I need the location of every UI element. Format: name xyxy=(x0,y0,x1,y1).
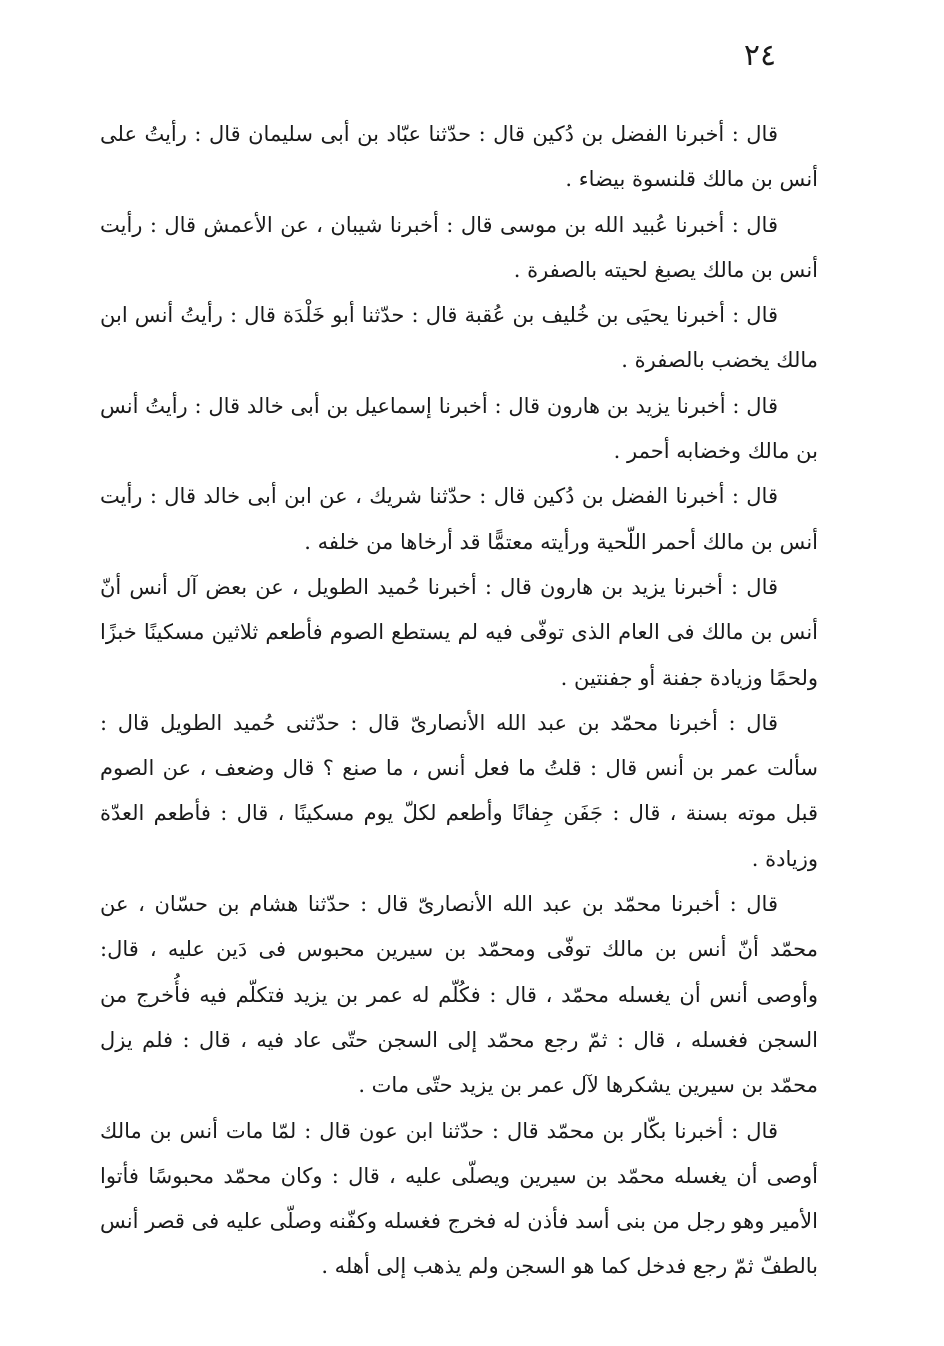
paragraph: قال : أخبرنا محمّد بن عبد الله الأنصارىّ قال : حدّثنا هشام بن حسّان ، عن محمّد أنّ أنس بن مالك توفّى ومحمّد بن سيرين محبوس فى دَين عليه ، قال: وأوصى أنس أن يغسله محمّد ، قال : فكُلّم له عمر بن يزيد فتكلّم فيه فأُخرج من السجن فغسله ، قال : ثمّ رجع محمّد إلى السجن حتّى عاد فيه ، قال : فلم يزل محمّد بن سيرين يشكرها لآل عمر بن يزيد حتّى مات . xyxy=(100,892,818,1098)
body-text xyxy=(100,112,818,1290)
paragraph: قال : أخبرنا عُبيد الله بن موسى قال : أخبرنا شيبان ، عن الأعمش قال : رأيت أنس بن مالك يصبغ لحيته بالصفرة . xyxy=(100,212,818,282)
paragraph: قال : أخبرنا محمّد بن عبد الله الأنصارىّ قال : حدّثنى حُميد الطويل قال : سألت عمر بن أنس قال : قلتُ ما فعل أنس ، ما صنع ؟ قال وضعف ، عن الصوم قبل موته بسنة ، قال : جَفَن جِفانًا وأطعم لكلّ يوم مسكينًا ، قال : فأطعم العدّة وزيادة . xyxy=(100,710,818,871)
page-number: ٢٤ xyxy=(743,38,777,73)
paragraph: قال : أخبرنا يزيد بن هارون قال : أخبرنا إسماعيل بن أبى خالد قال : رأيتُ أنس بن مالك وخضابه أحمر . xyxy=(100,393,818,464)
paragraph: قال : أخبرنا الفضل بن دُكين قال : حدّثنا شريك ، عن ابن أبى خالد قال : رأيت أنس بن مالك أحمر اللّحية ورأيته معتمًّا قد أرخاها من خلفه . xyxy=(100,484,818,554)
paragraph: قال : أخبرنا بكّار بن محمّد قال : حدّثنا ابن عون قال : لمّا مات أنس بن مالك أوصى أن يغسله محمّد بن سيرين ويصلّى عليه ، قال : وكان محمّد محبوسًا فأتوا الأمير وهو رجل من بنى أسد فأذن له فخرج فغسله وكفّنه وصلّى عليه فى قصر أنس بالطفّ ثمّ رجع فدخل كما هو السجن ولم يذهب إلى أهله . xyxy=(100,1118,818,1279)
paragraph: قال : أخبرنا يحيَى بن خُليف بن عُقبة قال : حدّثنا أبو خَلْدَة قال : رأيتُ أنس ابن مالك يخضب بالصفرة . xyxy=(100,303,818,373)
paragraph: قال : أخبرنا يزيد بن هارون قال : أخبرنا حُميد الطويل ، عن بعض آل أنس أنّ أنس بن مالك فى العام الذى توفّى فيه لم يستطع الصوم فأطعم ثلاثين مسكينًا خبزًا ولحمًا وزيادة جفنة أو جفنتين . xyxy=(100,574,818,690)
paragraph: قال : أخبرنا الفضل بن دُكين قال : حدّثنا عبّاد بن أبى سليمان قال : رأيتُ على أنس بن مالك قلنسوة بيضاء . xyxy=(100,122,818,192)
